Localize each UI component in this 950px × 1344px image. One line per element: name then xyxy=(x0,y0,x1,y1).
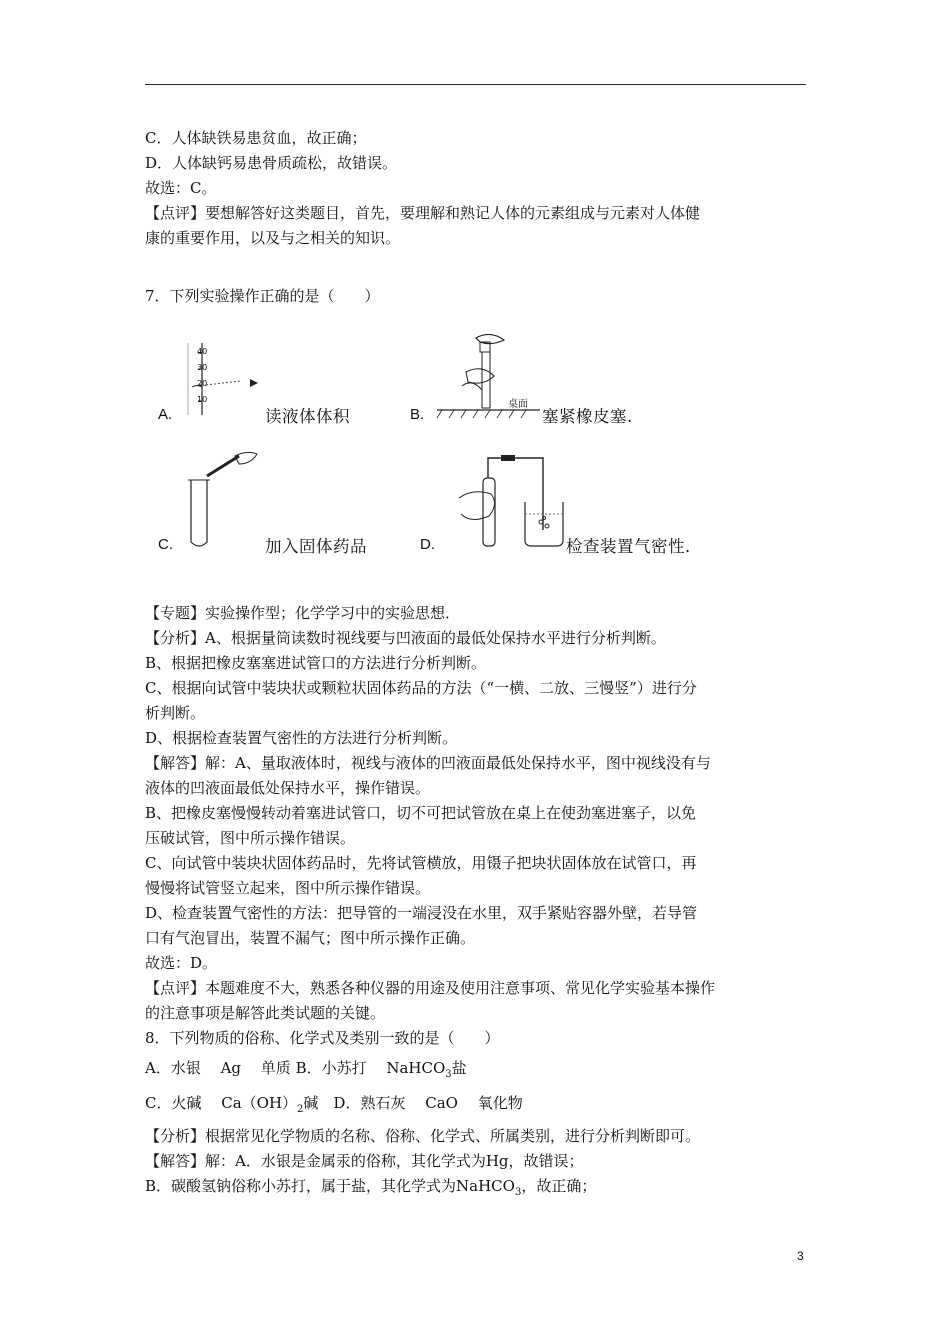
text-line: 【分析】根据常见化学物质的名称、俗称、化学式、所属类别，进行分析判断即可。 xyxy=(145,1127,701,1145)
text-line: C．人体缺铁易患贫血，故正确； xyxy=(145,129,367,147)
text-line: 析判断。 xyxy=(145,704,206,722)
text-line: B、根据把橡皮塞塞进试管口的方法进行分析判断。 xyxy=(145,654,487,672)
text-line: 液体的凹液面最低处保持水平，操作错误。 xyxy=(145,779,431,797)
text-line: 康的重要作用，以及与之相关的知识。 xyxy=(145,229,401,247)
text-line: C、根据向试管中装块状或颗粒状固体药品的方法（“一横、二放、三慢竖”）进行分 xyxy=(145,679,697,697)
text-line: B．碳酸氢钠俗称小苏打，属于盐，其化学式为NaHCO$_3$，故正确； xyxy=(145,1177,597,1198)
text-line: 【点评】要想解答好这类题目，首先，要理解和熟记人体的元素组成与元素对人体健 xyxy=(145,204,701,222)
text-line: 【分析】A、根据量筒读数时视线要与凹液面的最低处保持水平进行分析判断。 xyxy=(145,629,666,647)
text-line: D、根据检查装置气密性的方法进行分析判断。 xyxy=(145,729,458,747)
option-c-label: C. xyxy=(158,536,173,553)
question-8: 8．下列物质的俗称、化学式及类别一致的是（ ） xyxy=(145,1029,500,1047)
question-8-options-cd: C．火碱 $Ca(OH)_2$碱 D．熟石灰 CaO 氧化物 xyxy=(145,1094,523,1115)
text-line: 慢慢将试管竖立起来，图中所示操作错误。 xyxy=(145,879,431,897)
text-line: C、向试管中装块状固体药品时，先将试管横放，用镊子把块状固体放在试管口，再 xyxy=(145,854,697,872)
airtightness-check-figure xyxy=(455,452,570,552)
option-c-caption: 加入固体药品 xyxy=(265,537,367,556)
text-line: 【点评】本题难度不大，熟悉各种仪器的用途及使用注意事项、常见化学实验基本操作 xyxy=(145,979,716,997)
text-line: 【解答】解：A、量取液体时，视线与液体的凹液面最低处保持水平，图中视线没有与 xyxy=(145,754,711,772)
text-line: 故选：C。 xyxy=(145,179,217,197)
text-line: 压破试管，图中所示操作错误。 xyxy=(145,829,356,847)
text-line: D．人体缺钙易患骨质疏松，故错误。 xyxy=(145,154,398,172)
option-d-caption: 检查装置气密性. xyxy=(566,537,691,556)
page-number: 3 xyxy=(797,1249,804,1263)
header-rule xyxy=(145,84,806,85)
question-8-options-ab: A．水银 Ag 单质 B．小苏打 NaHCO$_3$盐 xyxy=(145,1059,467,1080)
option-b-caption: 塞紧橡皮塞. xyxy=(542,407,633,426)
text-line: B、把橡皮塞慢慢转动着塞进试管口，切不可把试管放在桌上在使劲塞进塞子，以免 xyxy=(145,804,697,822)
text-line: 【解答】解：A．水银是金属汞的俗称，其化学式为Hg，故错误； xyxy=(145,1152,584,1170)
question-7: 7．下列实验操作正确的是（ ） xyxy=(145,287,380,305)
cylinder-scale: 40 30 20 10 xyxy=(197,347,208,404)
graduated-cylinder-figure xyxy=(180,335,270,420)
option-d-label: D. xyxy=(420,536,435,553)
test-tube-solid-figure xyxy=(185,446,265,551)
option-a-caption: 读液体体积 xyxy=(265,407,350,426)
text-line: D、检查装置气密性的方法：把导管的一端浸没在水里，双手紧贴容器外壁，若导管 xyxy=(145,904,698,922)
desk-label: 桌面 xyxy=(508,399,528,410)
text-line: 故选：D。 xyxy=(145,954,218,972)
text-line: 【专题】实验操作型；化学学习中的实验思想． xyxy=(145,604,461,622)
option-a-label: A. xyxy=(158,406,173,423)
text-line: 口有气泡冒出，装置不漏气；图中所示操作正确。 xyxy=(145,929,476,947)
option-b-label: B. xyxy=(410,406,425,423)
text-line: 的注意事项是解答此类试题的关键。 xyxy=(145,1004,386,1022)
